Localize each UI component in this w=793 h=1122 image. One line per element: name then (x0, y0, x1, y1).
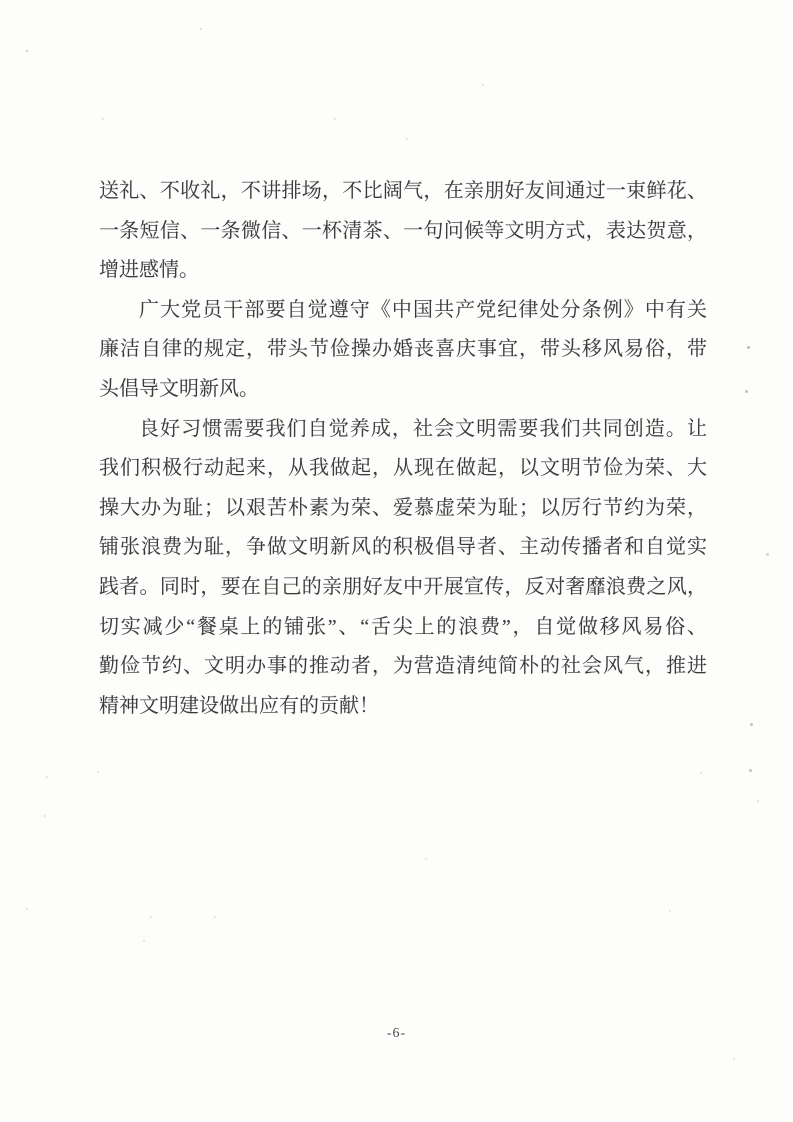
scan-speck (200, 28, 202, 30)
scan-speck (425, 858, 427, 860)
text-line: 践者。同时，要在自己的亲朋好友中开展宣传，反对奢靡浪费之风， (99, 575, 707, 598)
scan-speck (733, 1058, 735, 1060)
text-line: 勤俭节约、文明办事的推动者，为营造清纯简朴的社会风气，推进 (99, 655, 707, 678)
scan-speck (700, 772, 702, 774)
text-line: 切实减少“餐桌上的铺张”、“舌尖上的浪费”，自觉做移风易俗、 (99, 615, 707, 638)
page-number: -6- (386, 1026, 407, 1041)
scan-speck (102, 118, 104, 120)
scan-speck (482, 84, 484, 86)
text-line: 铺张浪费为耻，争做文明新风的积极倡导者、主动传播者和自觉实 (99, 536, 707, 559)
text-line: 一条短信、一条微信、一杯清茶、一句问候等文明方式，表达贺意， (99, 219, 707, 242)
text-line: 增进感情。 (99, 259, 199, 282)
scan-speck (46, 776, 48, 778)
scan-speck (26, 908, 28, 910)
scan-speck (143, 940, 145, 942)
text-line: 精神文明建设做出应有的贡献！ (99, 694, 379, 717)
scan-speck (747, 346, 750, 349)
scan-speck (26, 50, 28, 52)
scan-speck (669, 910, 671, 912)
text-line: 广大党员干部要自觉遵守《中国共产党纪律处分条例》中有关 (139, 298, 707, 321)
text-line: 良好习惯需要我们自觉养成，社会文明需要我们共同创造。让 (139, 417, 707, 440)
scan-speck (406, 138, 408, 140)
text-line: 我们积极行动起来，从我做起，从现在做起，以文明节俭为荣、大 (99, 457, 707, 480)
scan-speck (150, 916, 152, 918)
scan-speck (766, 553, 769, 556)
scan-speck (97, 771, 99, 773)
scan-speck (214, 916, 216, 918)
text-line: 廉洁自律的规定，带头节俭操办婚丧喜庆事宜，带头移风易俗，带 (99, 338, 707, 361)
scan-speck (757, 800, 759, 802)
scan-speck (44, 815, 46, 817)
text-line: 头倡导文明新风。 (99, 377, 259, 400)
text-line: 送礼、不收礼，不讲排场，不比阔气，在亲朋好友间通过一束鲜花、 (99, 180, 707, 202)
text-line: 操大办为耻；以艰苦朴素为荣、爱慕虚荣为耻；以厉行节约为荣， (99, 496, 707, 519)
scan-speck (745, 390, 748, 393)
scan-speck (334, 118, 336, 120)
scan-speck (749, 769, 752, 772)
scan-speck (750, 723, 753, 726)
document-body-text (99, 172, 707, 726)
